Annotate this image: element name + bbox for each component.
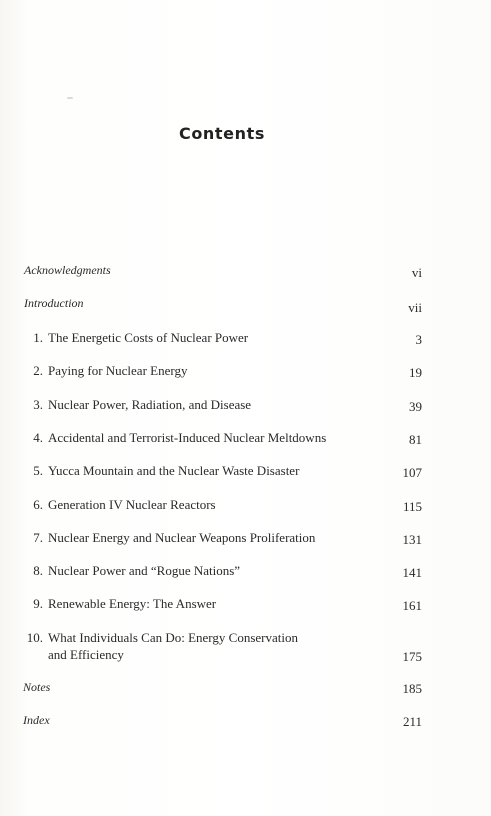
toc-entry-page: vi — [411, 265, 422, 280]
toc-entry-page: 211 — [402, 714, 422, 729]
toc-entry-page: 19 — [409, 365, 422, 380]
toc-chapter-number: 5. — [33, 463, 43, 478]
toc-entry-page: 81 — [409, 432, 422, 447]
toc-entry-page: 131 — [402, 532, 422, 547]
toc-entry-label: Introduction — [24, 296, 84, 310]
page-title: Contents — [179, 124, 265, 143]
toc-chapter-title: Accidental and Terrorist-Induced Nuclear Meltdowns — [48, 430, 327, 445]
toc-entry-label: Notes — [23, 680, 51, 694]
toc-chapter-number: 6. — [33, 497, 43, 512]
toc-entry-page: 3 — [415, 332, 422, 347]
toc-chapter-title: Paying for Nuclear Energy — [48, 363, 188, 378]
toc-chapter-number: 1. — [33, 330, 43, 345]
toc-entry-page: 115 — [402, 499, 422, 514]
toc-entry-label: Acknowledgments — [24, 263, 111, 277]
paper-speck — [67, 97, 73, 99]
toc-chapter-title: Nuclear Energy and Nuclear Weapons Proliferation — [48, 530, 316, 545]
toc-chapter-number: 4. — [33, 430, 43, 445]
toc-chapter-title-line-1: What Individuals Can Do: Energy Conservation — [48, 630, 298, 645]
toc-chapter-number: 8. — [33, 563, 43, 578]
toc-chapter-number: 10. — [26, 630, 43, 645]
toc-chapter-title: Nuclear Power, Radiation, and Disease — [48, 397, 252, 412]
toc-chapter-title: Yucca Mountain and the Nuclear Waste Disaster — [48, 463, 300, 478]
toc-entry-page: vii — [408, 300, 422, 315]
toc-entry-label: Index — [23, 713, 50, 727]
toc-chapter-number: 3. — [33, 397, 43, 412]
toc-chapter-title: Renewable Energy: The Answer — [48, 596, 217, 611]
toc-entry-page: 39 — [409, 399, 422, 414]
toc-chapter-title: Generation IV Nuclear Reactors — [48, 497, 216, 512]
toc-entry-page: 185 — [402, 681, 422, 696]
toc-entry-page: 175 — [402, 649, 422, 664]
toc-chapter-number: 9. — [33, 596, 43, 611]
toc-entry-page: 107 — [402, 465, 422, 480]
toc-entry-page: 161 — [402, 598, 422, 613]
toc-chapter-number: 7. — [33, 530, 43, 545]
toc-chapter-title: The Energetic Costs of Nuclear Power — [48, 330, 249, 345]
toc-chapter-title-line-2: and Efficiency — [48, 647, 124, 662]
toc-chapter-title: Nuclear Power and “Rogue Nations” — [48, 563, 241, 578]
toc-entry-page: 141 — [402, 565, 422, 580]
toc-chapter-number: 2. — [33, 363, 43, 378]
